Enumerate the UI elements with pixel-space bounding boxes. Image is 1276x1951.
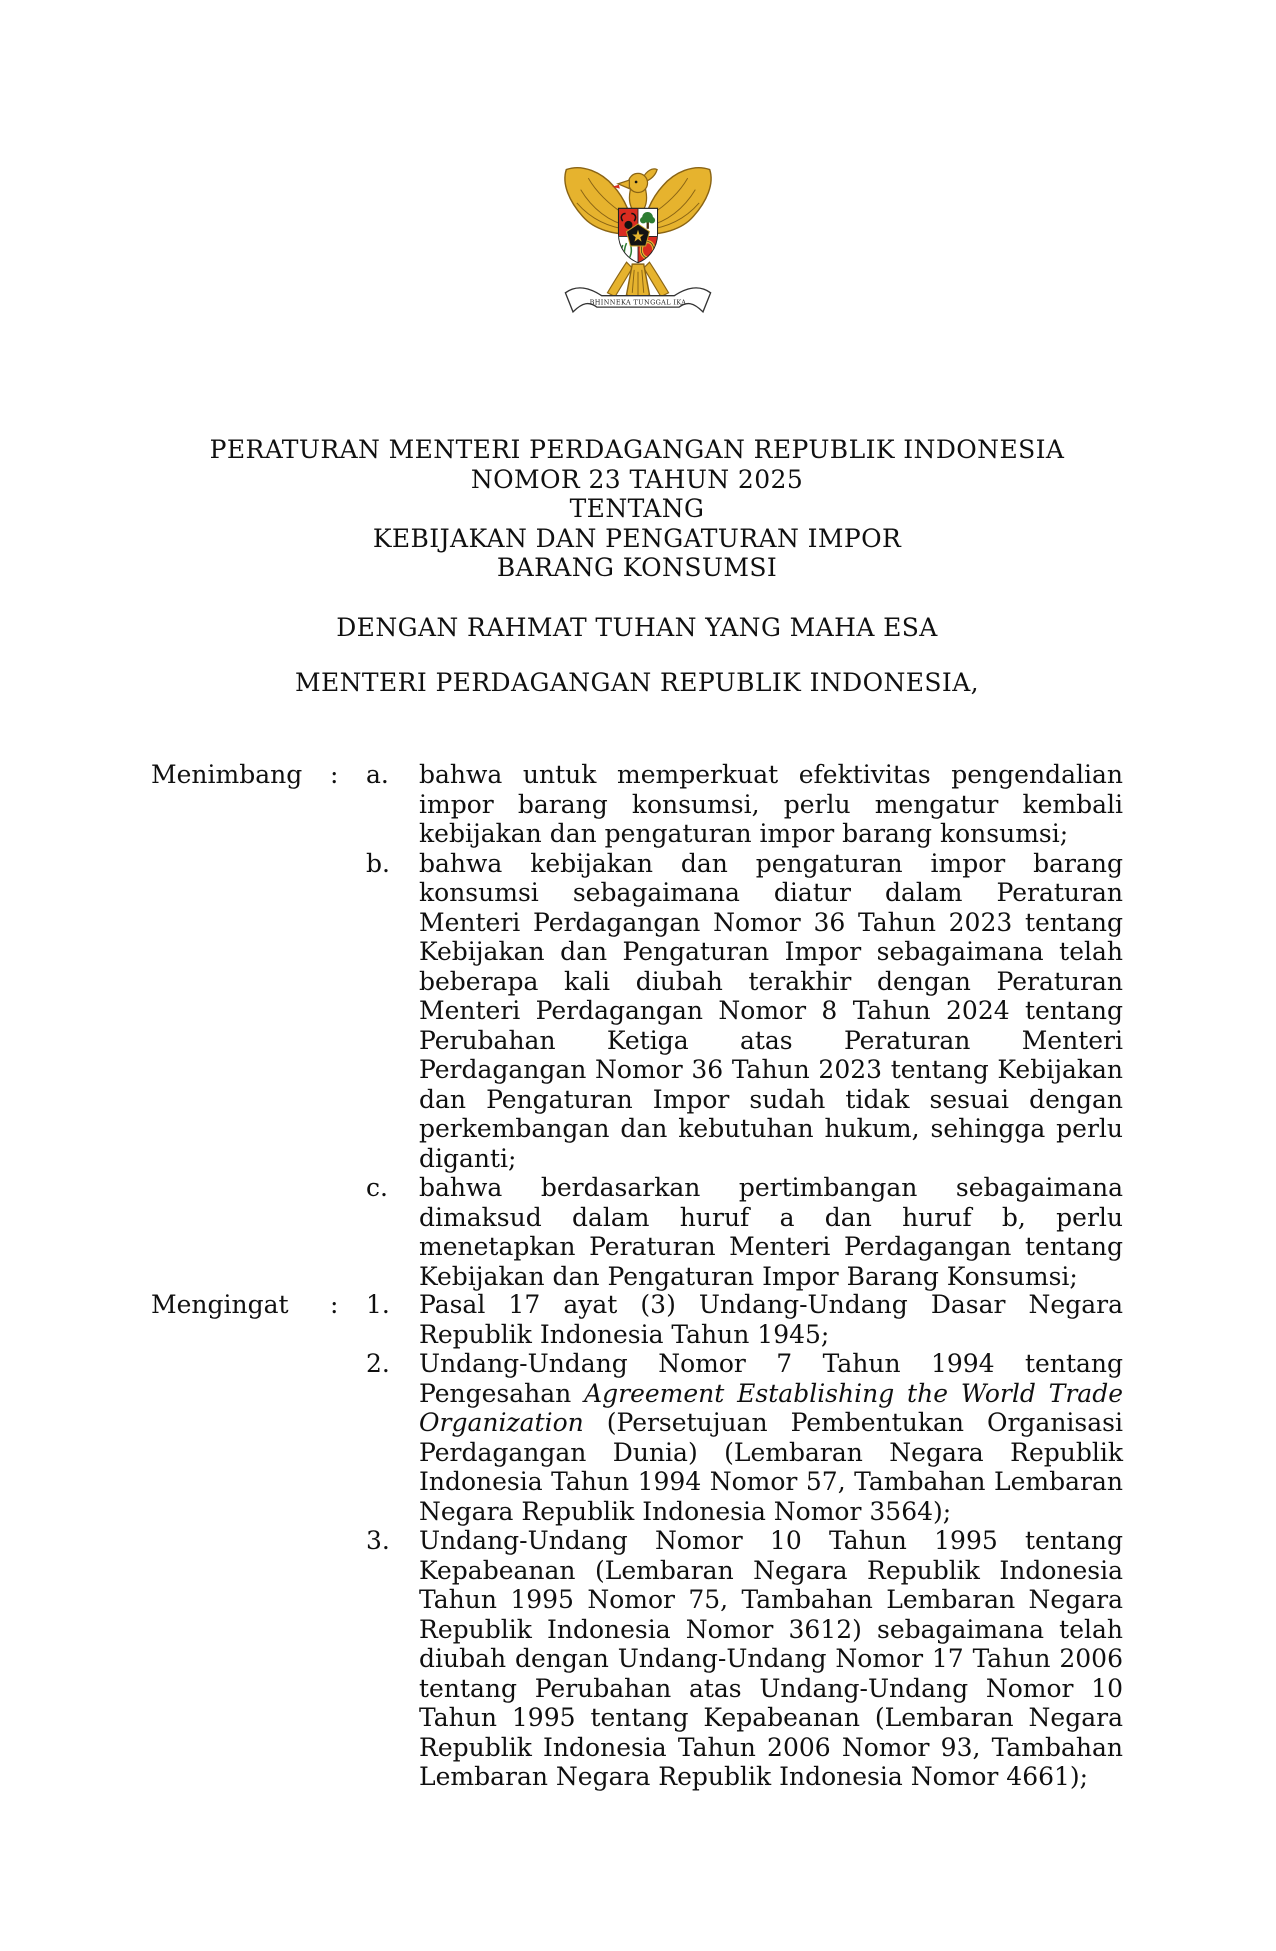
recalling-item-3 [366, 1526, 1123, 1792]
item-text: bahwa kebijakan dan pengaturan impor barang konsumsi sebagaimana diatur dalam Peraturan Menteri Perdagangan Nomor 36 Tahun 2023 tentang Kebijakan dan Pengaturan Impor sebagaimana telah beberapa kali diubah terakhir dengan Peraturan Menteri Perdagangan Nomor 8 Tahun 2024 tentang Perubahan Ketiga atas Peraturan Menteri Perdagangan Nomor 36 Tahun 2023 tentang Kebijakan dan Pengaturan Impor sudah tidak sesuai dengan perkembangan dan kebutuhan hukum, sehingga perlu diganti; [419, 848, 1123, 1173]
item-text: Pasal 17 ayat (3) Undang-Undang Dasar Negara Republik Indonesia Tahun 1945; [419, 1290, 1123, 1349]
item-text: bahwa untuk memperkuat efektivitas pengendalian impor barang konsumsi, perlu mengatur kembali kebijakan dan pengaturan impor barang konsumsi; [419, 760, 1123, 848]
title-line-subject-2: BARANG KONSUMSI [496, 553, 778, 582]
item-marker: 2. [366, 1349, 390, 1378]
item-text [419, 1349, 1123, 1526]
authority-line: MENTERI PERDAGANGAN REPUBLIK INDONESIA, [294, 668, 980, 697]
considering-item-a [366, 760, 1123, 849]
item-marker: 1. [366, 1290, 390, 1319]
garuda-pancasila-emblem [552, 153, 724, 316]
recalling-section [151, 1290, 1123, 1792]
item-text: bahwa berdasarkan pertimbangan sebagaimana dimaksud dalam huruf a dan huruf b, perlu menetapkan Peraturan Menteri Perdagangan tentang Kebijakan dan Pengaturan Impor Barang Konsumsi; [419, 1173, 1123, 1291]
item-text-normal: (Persetujuan Pembentukan Organisasi Perdagangan Dunia) (Lembaran Negara Republik Indonesia Tahun 1994 Nomor 57, Tambahan Lembaran Negara Republik Indonesia Nomor 3564); [419, 1408, 1123, 1526]
considering-item-b [366, 849, 1123, 1174]
invocation-line: DENGAN RAHMAT TUHAN YANG MAHA ESA [336, 613, 938, 642]
recalling-item-1 [366, 1290, 1123, 1349]
item-text: Undang-Undang Nomor 10 Tahun 1995 tentang Kepabeanan (Lembaran Negara Republik Indonesia Tahun 1995 Nomor 75, Tambahan Lembaran Negara Republik Indonesia Nomor 3612) sebagaimana telah diubah dengan Undang-Undang Nomor 17 Tahun 2006 tentang Perubahan atas Undang-Undang Nomor 10 Tahun 1995 tentang Kepabeanan (Lembaran Negara Republik Indonesia Tahun 2006 Nomor 93, Tambahan Lembaran Negara Republik Indonesia Nomor 4661); [419, 1526, 1123, 1791]
item-marker: 3. [366, 1526, 390, 1555]
recalling-item-2 [366, 1349, 1123, 1526]
garuda-emblem-graphic [552, 153, 724, 316]
item-marker: b. [366, 848, 390, 878]
considering-label: Menimbang [151, 760, 303, 789]
motto-text: BHINNEKA TUNGGAL IKA [589, 298, 687, 307]
title-line-tentang: TENTANG [569, 494, 705, 523]
item-marker: c. [366, 1173, 388, 1202]
considering-section [151, 760, 1123, 1291]
title-line-regulation: PERATURAN MENTERI PERDAGANGAN REPUBLIK INDONESIA [209, 435, 1065, 464]
title-line-subject-1: KEBIJAKAN DAN PENGATURAN IMPOR [372, 523, 902, 553]
title-line-number: NOMOR 23 TAHUN 2025 [470, 464, 804, 494]
item-marker: a. [366, 760, 389, 789]
considering-item-c [366, 1173, 1123, 1291]
recalling-label: Mengingat [151, 1290, 289, 1319]
recalling-colon: : [330, 1290, 339, 1319]
considering-colon: : [330, 760, 339, 789]
document-title-block [151, 435, 1123, 583]
item-text-italic: Agreement Establishing the World Trade Organization [419, 1378, 1123, 1437]
item-text-normal: Undang-Undang Nomor 7 Tahun 1994 tentang Pengesahan [419, 1349, 1123, 1408]
